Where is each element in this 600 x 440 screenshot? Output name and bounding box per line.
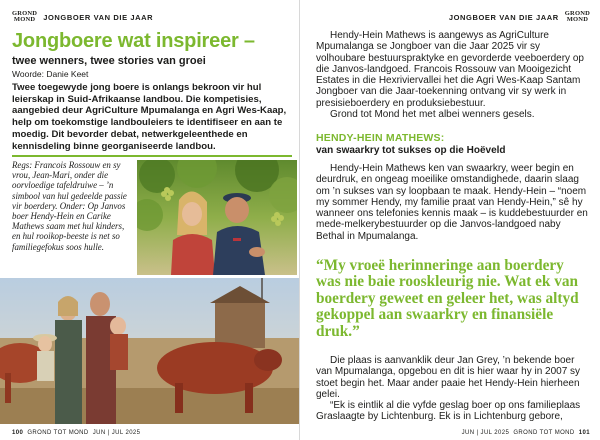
paragraph: Grond tot Mond het met albei wenners gesels.: [330, 109, 535, 121]
paragraph: “Ek is eintlik al die vyfde geslag boer op ons familieplaas Graslaagte by Lichtenburg. Ek is in Lichtenburg gebore,: [316, 400, 581, 423]
article-subtitle: twee wenners, twee stories van groei: [12, 55, 206, 67]
footer-date-right: JUN | JUL 2025: [461, 430, 510, 436]
section-subheading-tagline: van swaarkry tot sukses op die Hoëveld: [316, 145, 506, 156]
left-footer: [12, 430, 140, 436]
pull-quote: “My vroeë herinneringe aan boerdery was nie baie rooskleurig nie. Wat ek van boerdery geweet en geleer het, was altyd gekoppel aan swaarkry en finansiële druk.”: [316, 257, 579, 340]
article-title: Jongboere wat inspireer –: [12, 30, 255, 52]
section-subheading: HENDY-HEIN MATHEWS:: [316, 132, 445, 144]
intro-paragraph: Twee toegewyde jong boere is onlangs bekroon vir hul leierskap in Suid-Afrikaanse landbou. Die kompetisies, aangebied deur AgriCulture Mpumalanga en Agri Wes-Kaap, help om toekomstige landbouleiers te identifiseer en aan te moedig. Dit bevorder debat, netwerkgeleenthede en kennisdeling binne georganiseerde landbou.: [12, 82, 287, 152]
photo-rossouw-couple: [137, 160, 297, 275]
byline: Woorde: Danie Keet: [12, 69, 89, 79]
footer-date-left: JUN | JUL 2025: [92, 430, 141, 436]
page-number-left: 100: [12, 430, 24, 436]
right-footer: [462, 430, 590, 436]
paragraph: Hendy-Hein Mathews is aangewys as AgriCulture Mpumalanga se Jongboer van die Jaar 2025 vir sy volhoubare bestuurspraktyke en gevorderde veeboerdery op die Janvos-landgoed. Francois Rossouw van Mooigezicht Estates in die Hexriviervallei het die Agri Wes-Kaap Santam Jongboer van die Jaar-toekenning ontvang vir sy werk in presisieboerdery en produksiebestuur.: [316, 30, 584, 109]
footer-magazine-left: GROND TOT MOND: [27, 430, 89, 436]
page-number-right: 101: [578, 430, 590, 436]
body-continued: [316, 355, 590, 423]
magazine-logo-right: GROND MOND: [564, 9, 590, 23]
section-label: JONGBOER VAN DIE JAAR: [43, 12, 154, 22]
section-label-right: JONGBOER VAN DIE JAAR: [448, 12, 559, 22]
body-section: [316, 163, 590, 242]
magazine-logo: GROND MOND: [12, 9, 38, 23]
intro-divider: [12, 155, 292, 157]
paragraph: Die plaas is aanvanklik deur Jan Grey, ’n bekende boer van Mpumalanga, opgebou en dit is hier waar hy in 2007 sy stoet begin het. Maar ander paaie het Hendy-Hein hierheen gelei.: [316, 355, 581, 400]
footer-magazine-right: GROND TOT MOND: [513, 430, 575, 436]
photo-mathews-family: [0, 278, 300, 424]
body-intro: [316, 30, 590, 120]
photo-caption: Regs: Francois Rossouw en sy vrou, Jean-Mari, onder die oorvloedige tafeldruiwe – ’n simbool van hul gedeelde passie vir boerdery. Onder: Op Janvos boer Hendy-Hein en Carike Mathews saam met hul kinders, en hul rooikop-beeste is net so familiegefokus soos hulle.: [12, 160, 127, 252]
right-header: [449, 10, 590, 24]
left-header: [12, 10, 153, 24]
paragraph: Hendy-Hein Mathews ken van swaarkry, weer begin en deurdruk, en ongeag moeilike omstandighede, daarin slaag om ’n sukses van sy loopbaan te maak. Hendy-Hein – “noem my sommer Hendy, my familie praat van Hendy-Hein,” sê hy wanneer ons telefonies kennis maak – is kuddebestuurder en mede-melkerybestuurder op die Janvos-landgoed naby Bethal in Mpumalanga.: [316, 163, 588, 242]
